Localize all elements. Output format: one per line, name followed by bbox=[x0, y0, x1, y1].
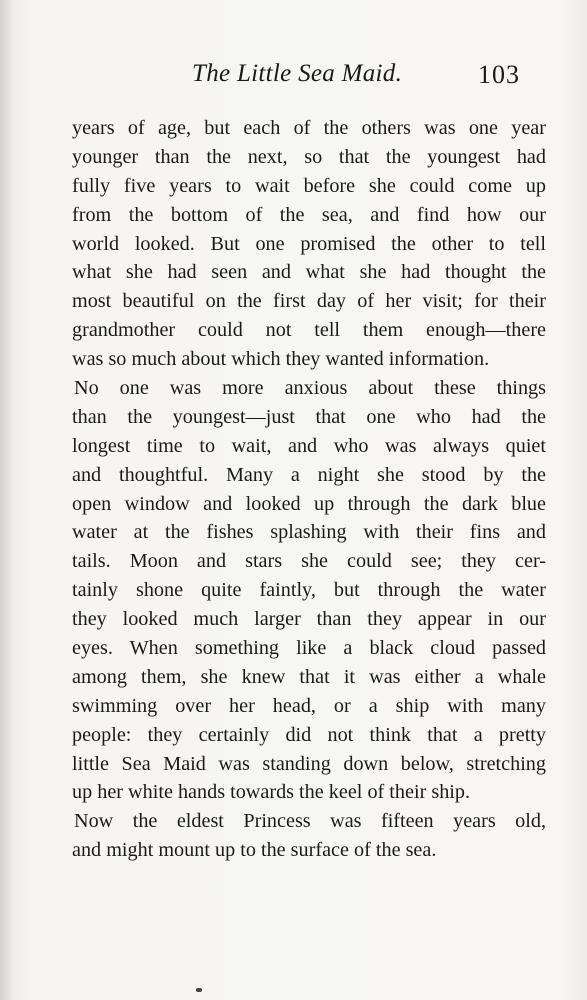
text-line: people: they certainly did not think that a pretty bbox=[72, 723, 546, 746]
text-line: eyes. When something like a black cloud passed bbox=[72, 637, 546, 660]
text-line: up her white hands towards the keel of their ship. bbox=[72, 781, 471, 804]
ink-speck bbox=[196, 988, 202, 992]
text-line: Now the eldest Princess was fifteen years old, bbox=[74, 810, 546, 833]
text-line: and thoughtful. Many a night she stood by the bbox=[72, 463, 546, 486]
text-line: tails. Moon and stars she could see; they cer- bbox=[72, 550, 546, 573]
text-line: No one was more anxious about these things bbox=[74, 377, 546, 400]
body-text bbox=[72, 114, 546, 865]
text-line: most beautiful on the first day of her visit; for their bbox=[72, 290, 546, 313]
text-line: little Sea Maid was standing down below, stretching bbox=[72, 752, 546, 775]
text-line: longest time to wait, and who was always quiet bbox=[72, 434, 546, 457]
text-line: tainly shone quite faintly, but through the water bbox=[72, 579, 546, 602]
running-head bbox=[0, 58, 587, 94]
text-line: open window and looked up through the dark blue bbox=[72, 492, 546, 515]
text-line: what she had seen and what she had thought the bbox=[72, 261, 546, 284]
text-line: than the youngest—just that one who had the bbox=[72, 405, 546, 428]
text-line: water at the fishes splashing with their fins and bbox=[72, 521, 546, 544]
page-number: 103 bbox=[478, 60, 520, 89]
text-line: grandmother could not tell them enough—there bbox=[72, 319, 546, 342]
running-title: The Little Sea Maid. bbox=[192, 60, 403, 87]
text-line: they looked much larger than they appear in our bbox=[72, 608, 546, 631]
text-line: and might mount up to the surface of the sea. bbox=[72, 839, 437, 862]
text-line: world looked. But one promised the other to tell bbox=[72, 232, 546, 255]
text-line: younger than the next, so that the youngest had bbox=[72, 145, 546, 168]
text-line: fully five years to wait before she could come up bbox=[72, 174, 546, 197]
text-line: was so much about which they wanted information. bbox=[72, 348, 490, 371]
text-line: from the bottom of the sea, and find how our bbox=[72, 203, 546, 226]
text-line: among them, she knew that it was either a whale bbox=[72, 665, 546, 688]
gutter-shadow bbox=[0, 0, 14, 1000]
text-line: swimming over her head, or a ship with many bbox=[72, 694, 546, 717]
text-line: years of age, but each of the others was one year bbox=[72, 117, 546, 139]
